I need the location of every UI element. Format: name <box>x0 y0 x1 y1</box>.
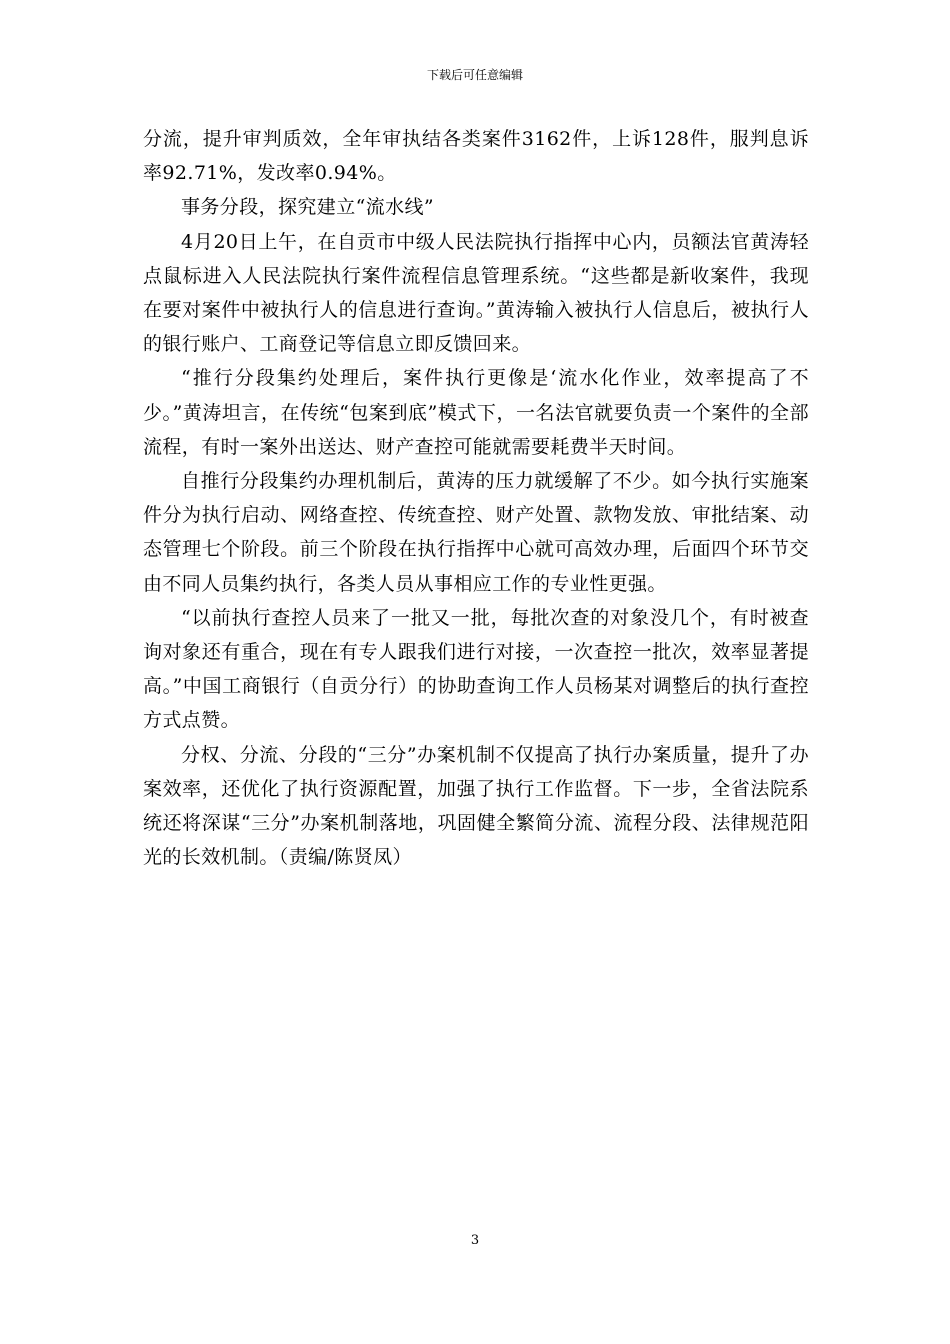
article-body <box>143 122 809 874</box>
page-header: 下载后可任意编辑 <box>426 68 523 82</box>
paragraph: “以前执行查控人员来了一批又一批，每批次查的对象没几个，有时被查询对象还有重合，现在有专人跟我们进行对接，一次查控一批次，效率显著提高。”中国工商银行（自贡分行）的协助查询工作人员杨某对调整后的执行查控方式点赞。 <box>143 606 809 732</box>
paragraph: “推行分段集约处理后，案件执行更像是‘流水化作业，效率提高了不少。”黄涛坦言，在传统“包案到底”模式下，一名法官就要负责一个案件的全部流程，有时一案外出送达、财产查控可能就需要耗费半天时间。 <box>143 367 809 458</box>
page-number: 3 <box>470 1233 480 1248</box>
paragraph: 自推行分段集约办理机制后，黄涛的压力就缓解了不少。如今执行实施案件分为执行启动、网络查控、传统查控、财产处置、款物发放、审批结案、动态管理七个阶段。前三个阶段在执行指挥中心就可高效办理，后面四个环节交由不同人员集约执行，各类人员从事相应工作的专业性更强。 <box>143 470 809 595</box>
paragraph: 分权、分流、分段的“三分”办案机制不仅提高了执行办案质量，提升了办案效率，还优化了执行资源配置，加强了执行工作监督。下一步，全省法院系统还将深谋“三分”办案机制落地，巩固健全繁简分流、流程分段、法律规范阳光的长效机制。（责编/陈贤凤） <box>143 743 809 869</box>
paragraph-continued: 分流，提升审判质效，全年审执结各类案件3162件，上诉128件，服判息诉率92.71%，发改率0.94%。 <box>143 128 809 185</box>
paragraph: 4月20日上午，在自贡市中级人民法院执行指挥中心内，员额法官黄涛轻点鼠标进入人民法院执行案件流程信息管理系统。“这些都是新收案件，我现在要对案件中被执行人的信息进行查询。”黄涛输入被执行人信息后，被执行人的银行账户、工商登记等信息立即反馈回来。 <box>143 230 809 356</box>
section-heading: 事务分段，探究建立“流水线” <box>181 196 435 219</box>
